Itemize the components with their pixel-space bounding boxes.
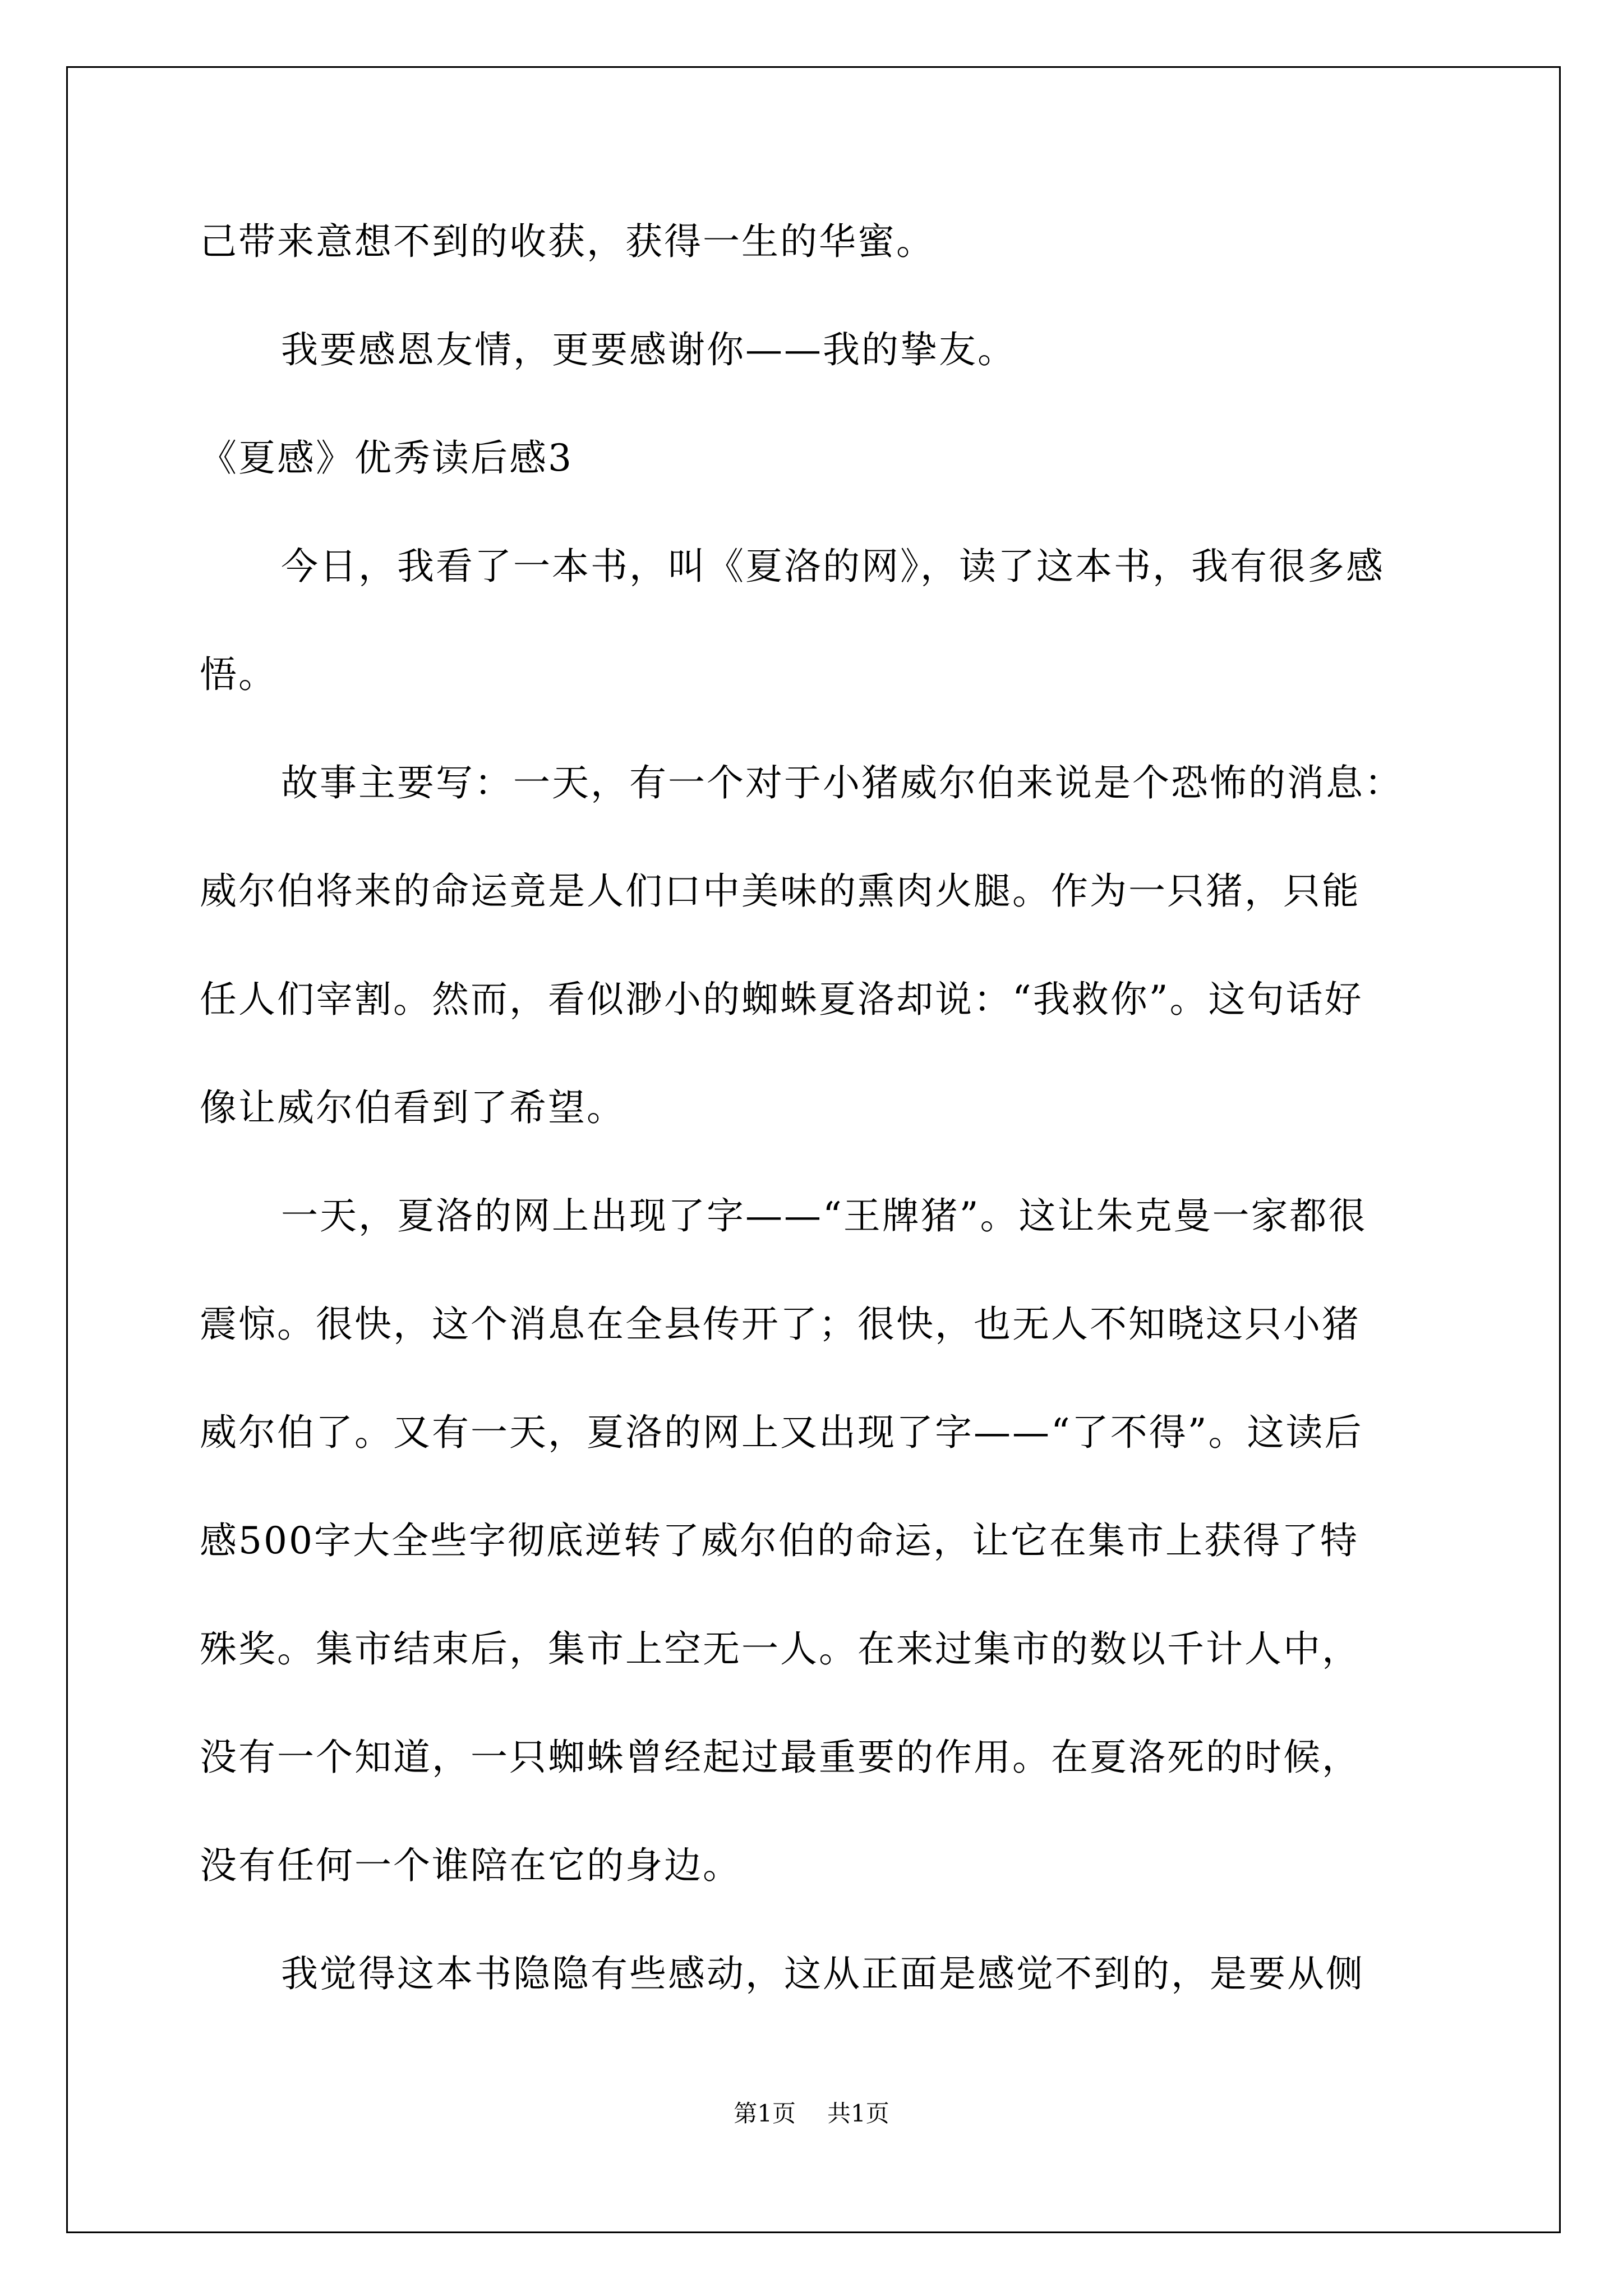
text-line: 震惊。很快，这个消息在全县传开了；很快，也无人不知晓这只小猪	[200, 1303, 1361, 1346]
text-line: 没有任何一个谁陪在它的身边。	[200, 1844, 741, 1887]
page-number-total: 共1页	[827, 2100, 889, 2127]
page-footer	[0, 2097, 1623, 2131]
text-line: 殊奖。集市结束后，集市上空无一人。在来过集市的数以千计人中，	[200, 1627, 1361, 1671]
text-line: 没有一个知道，一只蜘蛛曾经起过最重要的作用。在夏洛死的时候，	[200, 1736, 1361, 1779]
text-line: 今日，我看了一本书，叫《夏洛的网》，读了这本书，我有很多感	[281, 545, 1385, 588]
text-line: 悟。	[200, 653, 277, 696]
text-line: 我觉得这本书隐隐有些感动，这从正面是感觉不到的，是要从侧	[281, 1952, 1364, 1995]
document-body	[200, 209, 1433, 2050]
text-line: 任人们宰割。然而，看似渺小的蜘蛛夏洛却说：“我救你”。这句话好	[200, 978, 1363, 1021]
text-line: 威尔伯了。又有一天，夏洛的网上又出现了字——“了不得”。这读后	[200, 1411, 1363, 1454]
page-number-current: 第1页	[734, 2100, 796, 2127]
text-line: 一天，夏洛的网上出现了字——“王牌猪”。这让朱克曼一家都很	[281, 1194, 1367, 1237]
text-line: 像让威尔伯看到了希望。	[200, 1086, 625, 1129]
text-line: 故事主要写：一天，有一个对于小猪威尔伯来说是个恐怖的消息：	[281, 761, 1403, 804]
text-line: 感500字大全些字彻底逆转了威尔伯的命运，让它在集市上获得了特	[200, 1519, 1359, 1562]
text-line: 威尔伯将来的命运竟是人们口中美味的熏肉火腿。作为一只猪，只能	[200, 869, 1361, 913]
text-line: 己带来意想不到的收获，获得一生的华蜜。	[200, 220, 935, 263]
section-heading: 《夏感》优秀读后感3	[200, 436, 573, 480]
text-line: 我要感恩友情，更要感谢你——我的挚友。	[281, 328, 1016, 371]
